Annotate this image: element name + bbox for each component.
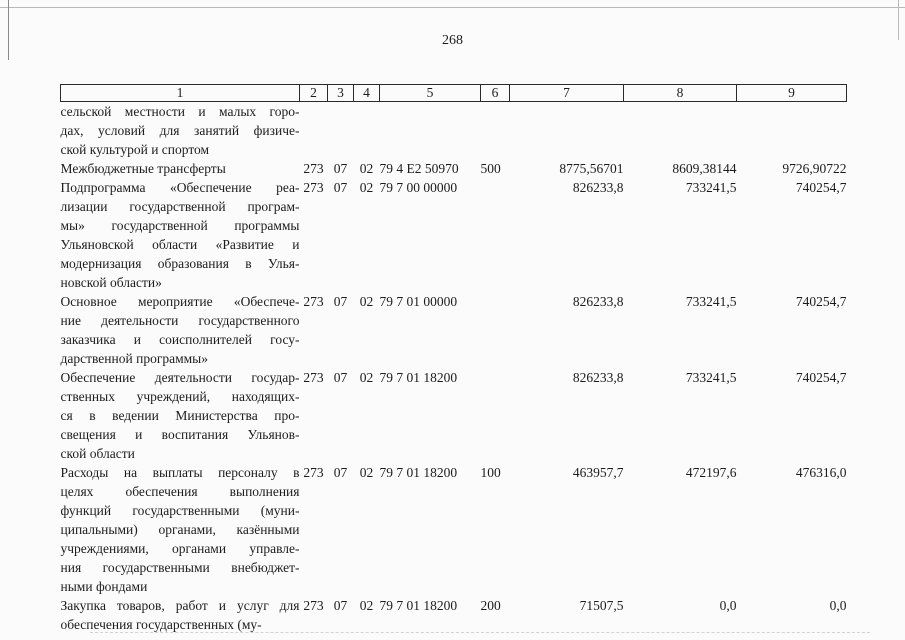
cell-amount-year-3: 740254,7 <box>795 294 847 309</box>
expense-name-line: ципальными) органами, казёнными <box>60 522 300 537</box>
expense-name-line: Межбюджетные трансферты <box>60 161 226 176</box>
cell-amount-year-1: 8775,56701 <box>559 161 624 176</box>
cell-amount-year-3: 9726,90722 <box>782 161 847 176</box>
cell-amount-year-1: 826233,8 <box>572 180 624 195</box>
cell-expense-type <box>481 178 510 292</box>
expense-name-line: дах, условий для занятий физиче- <box>60 123 300 138</box>
cell-expense-type: 200 <box>480 598 501 613</box>
table-row <box>61 596 847 634</box>
column-header-4: 4 <box>354 85 380 102</box>
expense-name-line: обеспечения государственных (му- <box>60 617 262 632</box>
expense-name-line: Основное мероприятие «Обеспече- <box>60 294 300 309</box>
column-header-6: 6 <box>481 85 510 102</box>
cell-subsection-code: 02 <box>359 180 374 195</box>
cell-amount-year-3: 476316,0 <box>795 465 847 480</box>
cell-expense-name <box>61 159 300 178</box>
cell-section-code: 07 <box>333 180 348 195</box>
cell-expense-name <box>61 368 300 463</box>
cell-expense-type <box>481 368 510 463</box>
table-row <box>61 368 847 463</box>
column-header-1: 1 <box>61 85 300 102</box>
table-row <box>61 178 847 292</box>
expense-name-line: мы» государственной программы <box>60 218 300 233</box>
expense-name-line: учреждениями, органами управле- <box>60 541 300 556</box>
table-row <box>61 159 847 178</box>
cell-subsection-code: 02 <box>359 294 374 309</box>
cell-expense-name <box>61 596 300 634</box>
cell-expense-name <box>61 102 300 160</box>
cell-section-code: 07 <box>333 465 348 480</box>
table-header-row <box>61 85 847 102</box>
cell-amount-year-3: 740254,7 <box>795 370 847 385</box>
cell-ministry-code: 273 <box>303 465 324 480</box>
cell-amount-year-1: 826233,8 <box>572 294 624 309</box>
cell-amount-year-2: 8609,38144 <box>672 161 737 176</box>
page-number: 268 <box>442 33 463 48</box>
expense-name-line: Расходы на выплаты персоналу в <box>60 465 300 480</box>
column-header-7: 7 <box>510 85 624 102</box>
expense-name-line: заказчика и соисполнителей госу- <box>60 332 300 347</box>
expense-name-line: модернизация образования в Улья- <box>60 256 300 271</box>
expense-name-line: дарственной программы» <box>60 351 208 366</box>
cell-ministry-code <box>300 102 328 160</box>
table-body <box>61 102 847 635</box>
cell-subsection-code <box>354 102 380 160</box>
cell-ministry-code: 273 <box>303 161 324 176</box>
column-header-2: 2 <box>300 85 328 102</box>
cell-amount-year-1: 826233,8 <box>572 370 624 385</box>
cell-expense-name <box>61 463 300 596</box>
cell-target-article: 79 7 01 18200 <box>379 598 458 613</box>
expense-name-line: ской области <box>60 446 135 461</box>
cell-ministry-code: 273 <box>303 598 324 613</box>
cell-expense-type: 100 <box>480 465 501 480</box>
expense-name-line: функций государственными (муни- <box>60 503 300 518</box>
cell-amount-year-1: 463957,7 <box>572 465 624 480</box>
cell-target-article: 79 7 01 18200 <box>379 370 458 385</box>
cell-subsection-code: 02 <box>359 161 374 176</box>
cell-target-article: 79 7 00 00000 <box>379 180 458 195</box>
cell-expense-name <box>61 178 300 292</box>
cell-amount-year-1 <box>510 102 624 160</box>
expense-name-line: свещения и воспитания Ульянов- <box>60 427 300 442</box>
table-row <box>61 102 847 160</box>
cell-target-article: 79 7 01 18200 <box>379 465 458 480</box>
cell-amount-year-3: 740254,7 <box>795 180 847 195</box>
expense-name-line: ственных учреждений, находящих- <box>60 389 300 404</box>
expense-name-line: ской культурой и спортом <box>60 142 210 157</box>
cell-amount-year-3 <box>737 102 847 160</box>
cell-amount-year-2 <box>624 102 737 160</box>
expense-name-line: ния государственными внебюджет- <box>60 560 300 575</box>
cell-ministry-code: 273 <box>303 370 324 385</box>
table-row <box>61 463 847 596</box>
expense-name-line: ся в ведении Министерства про- <box>60 408 300 423</box>
cell-amount-year-2: 472197,6 <box>685 465 737 480</box>
cell-amount-year-2: 733241,5 <box>685 180 737 195</box>
expense-name-line: Подпрограмма «Обеспечение реа- <box>60 180 300 195</box>
column-header-5: 5 <box>380 85 481 102</box>
cell-target-article: 79 4 E2 50970 <box>379 161 459 176</box>
scan-edge-top <box>0 7 905 8</box>
expense-name-line: Закупка товаров, работ и услуг для <box>60 598 300 613</box>
cell-subsection-code: 02 <box>359 370 374 385</box>
cell-ministry-code: 273 <box>303 294 324 309</box>
expense-name-line: Ульяновской области «Развитие и <box>60 237 300 252</box>
cell-expense-type: 500 <box>480 161 501 176</box>
cell-section-code: 07 <box>333 598 348 613</box>
cell-expense-type <box>481 102 510 160</box>
cell-amount-year-1: 71507,5 <box>579 598 624 613</box>
cell-target-article: 79 7 01 00000 <box>379 294 458 309</box>
cell-section-code: 07 <box>333 370 348 385</box>
cell-section-code <box>328 102 354 160</box>
expense-name-line: ными фондами <box>60 579 148 594</box>
expense-name-line: Обеспечение деятельности государ- <box>60 370 300 385</box>
expense-name-line: ние деятельности государственного <box>60 313 300 328</box>
expense-name-line: лизации государственной програм- <box>60 199 300 214</box>
cell-expense-type <box>481 292 510 368</box>
table-row <box>61 292 847 368</box>
cell-amount-year-2: 0,0 <box>719 598 737 613</box>
cell-expense-name <box>61 292 300 368</box>
cell-section-code: 07 <box>333 161 348 176</box>
column-header-8: 8 <box>624 85 737 102</box>
scan-edge-left <box>8 0 9 60</box>
expense-name-line: новской области» <box>60 275 162 290</box>
cell-target-article <box>380 102 481 160</box>
column-header-3: 3 <box>328 85 354 102</box>
cell-amount-year-3: 0,0 <box>829 598 847 613</box>
cell-subsection-code: 02 <box>359 465 374 480</box>
expense-name-line: сельской местности и малых горо- <box>60 104 300 119</box>
cell-subsection-code: 02 <box>359 598 374 613</box>
cell-ministry-code: 273 <box>303 180 324 195</box>
expense-name-line: целях обеспечения выполнения <box>60 484 300 499</box>
cell-section-code: 07 <box>333 294 348 309</box>
column-header-9: 9 <box>737 85 847 102</box>
budget-table <box>60 84 847 634</box>
cell-amount-year-2: 733241,5 <box>685 370 737 385</box>
cell-amount-year-2: 733241,5 <box>685 294 737 309</box>
